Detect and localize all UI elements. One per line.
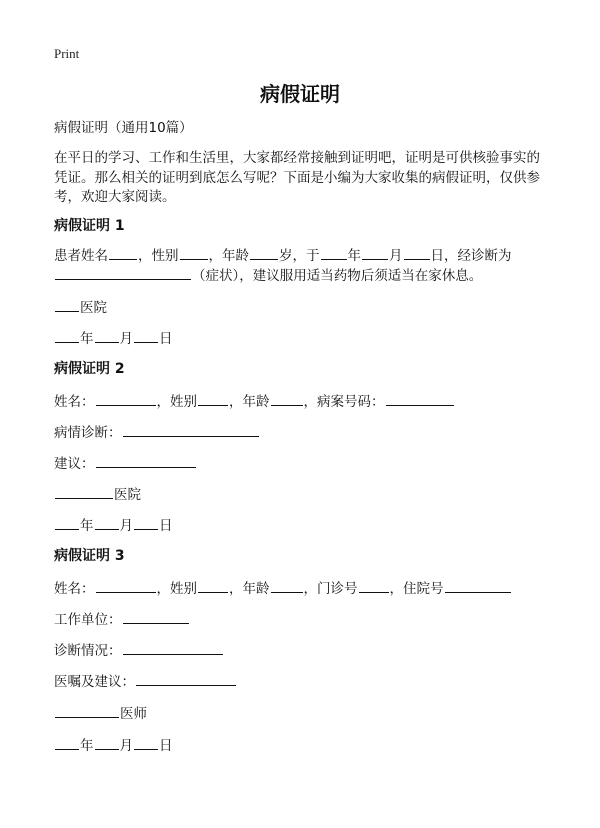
subtitle: 病假证明（通用10篇） (54, 120, 193, 136)
intro-line-3: 考，欢迎大家阅读。 (54, 189, 176, 205)
blank-patient-name (109, 245, 137, 260)
intro-line-2: 凭证。那么相关的证明到底怎么写呢？下面是小编为大家收集的病假证明，仅供参 (54, 170, 540, 186)
blank-month (362, 245, 388, 260)
blank-case-no (386, 391, 454, 406)
blank-age (271, 578, 303, 593)
blank-diagnosis (123, 640, 223, 655)
blank-work-unit (123, 609, 189, 624)
blank-advice (96, 453, 196, 468)
label-date-year: 年 (80, 518, 94, 534)
section-3-doctor-line (54, 703, 147, 724)
blank-inpatient-no (445, 578, 511, 593)
label-inpatient-no: ，住院号 (389, 581, 444, 597)
blank-advice (136, 671, 236, 686)
blank-day (404, 245, 430, 260)
label-name: 姓名： (54, 394, 95, 410)
blank-date-month (95, 515, 119, 530)
label-date-year: 年 (80, 331, 94, 347)
blank-date-month (95, 735, 119, 750)
section-2-advice-line (54, 453, 197, 474)
label-age: ，年龄 (229, 394, 270, 410)
label-date-month: 月 (119, 518, 133, 534)
label-date-month: 月 (119, 331, 133, 347)
label-case-no: ，病案号码： (303, 394, 385, 410)
blank-clinic-no (359, 578, 389, 593)
label-date-year: 年 (80, 738, 94, 754)
label-symptom: （症状），建议服用适当药物后须适当在家休息。 (192, 268, 483, 284)
label-patient-name: 患者姓名 (54, 248, 108, 264)
label-diagnosis: 病情诊断： (54, 425, 122, 441)
label-gender: ，姓别 (156, 394, 197, 410)
blank-date-day (134, 328, 158, 343)
page-title: 病假证明 (260, 82, 340, 106)
blank-date-year (55, 328, 79, 343)
label-work-unit: 工作单位： (54, 612, 122, 628)
blank-gender (198, 578, 228, 593)
label-advice: 建议： (54, 456, 95, 472)
print-link[interactable]: Print (54, 46, 80, 61)
blank-date-year (55, 735, 79, 750)
blank-doctor (55, 703, 119, 718)
blank-date-year (55, 515, 79, 530)
section-1-hospital-line (54, 297, 107, 318)
label-gender: ，性别 (138, 248, 179, 264)
blank-date-day (134, 735, 158, 750)
blank-name (96, 391, 156, 406)
section-2-hospital-line (54, 484, 141, 505)
blank-year (321, 245, 347, 260)
label-date-day: 日 (159, 331, 173, 347)
section-1-symptom-line (54, 265, 482, 286)
section-3-advice-line (54, 671, 237, 692)
section-3-work-unit-line (54, 609, 190, 630)
section-3-date-line (54, 735, 173, 756)
label-age: ，年龄 (229, 581, 270, 597)
blank-gender (198, 391, 228, 406)
label-name: 姓名： (54, 581, 95, 597)
section-2-info-line (54, 391, 455, 412)
label-age-unit: 岁，于 (279, 248, 320, 264)
section-1-heading: 病假证明 1 (54, 218, 125, 234)
blank-hospital (55, 484, 113, 499)
label-month: 月 (389, 248, 403, 264)
section-3-diagnosis-line (54, 640, 224, 661)
label-date-month: 月 (119, 738, 133, 754)
section-1-patient-line (54, 245, 512, 266)
label-date-day: 日 (159, 518, 173, 534)
label-diagnosis: 日，经诊断为 (430, 248, 512, 264)
blank-date-day (134, 515, 158, 530)
label-year: 年 (347, 248, 361, 264)
blank-symptom (55, 265, 191, 280)
label-date-day: 日 (159, 738, 173, 754)
section-2-diagnosis-line (54, 422, 260, 443)
label-gender: ，姓别 (156, 581, 197, 597)
label-age: ，年龄 (208, 248, 249, 264)
label-hospital: 医院 (80, 300, 107, 316)
blank-diagnosis (123, 422, 259, 437)
blank-name (96, 578, 156, 593)
label-doctor: 医师 (120, 706, 147, 722)
blank-age (271, 391, 303, 406)
intro-line-1: 在平日的学习、工作和生活里，大家都经常接触到证明吧，证明是可供核验事实的 (54, 150, 540, 166)
section-1-date-line (54, 328, 173, 349)
blank-gender (180, 245, 208, 260)
section-3-heading: 病假证明 3 (54, 548, 125, 564)
label-hospital: 医院 (114, 487, 141, 503)
blank-hospital (55, 297, 79, 312)
label-advice: 医嘱及建议： (54, 674, 135, 690)
section-3-info-line (54, 578, 512, 599)
section-2-heading: 病假证明 2 (54, 361, 125, 377)
blank-date-month (95, 328, 119, 343)
label-diagnosis: 诊断情况： (54, 643, 122, 659)
section-2-date-line (54, 515, 173, 536)
label-clinic-no: ，门诊号 (303, 581, 358, 597)
blank-age (250, 245, 278, 260)
